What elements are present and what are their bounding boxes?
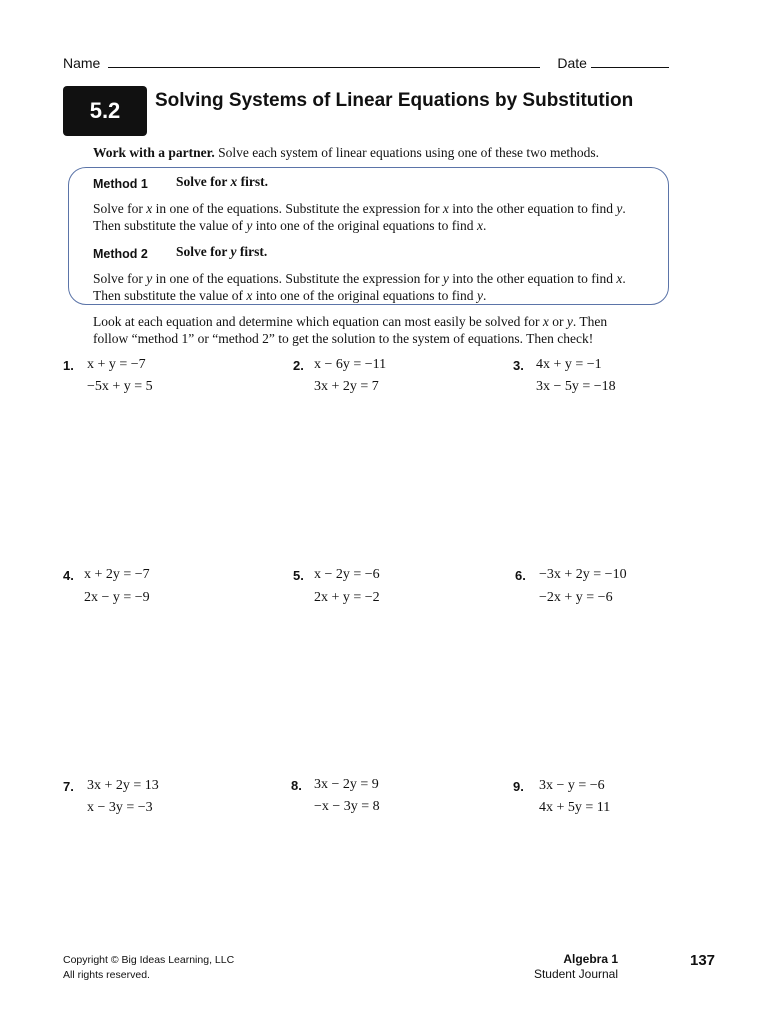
var: y <box>442 271 449 286</box>
text: into one of the original equations to find <box>252 218 477 233</box>
var: x <box>616 271 623 286</box>
journal-label: Student Journal <box>533 967 618 981</box>
equation-1: 3x + 2y = 13 <box>87 778 159 793</box>
date-label: Date <box>557 55 587 71</box>
intro-text <box>93 145 599 161</box>
text: Then substitute the value of <box>93 218 247 233</box>
equation-1: −3x + 2y = −10 <box>539 567 627 582</box>
var: y <box>616 201 623 216</box>
equation-2: 2x − y = −9 <box>84 590 150 605</box>
equation-1: x + y = −7 <box>87 357 146 372</box>
equation-2: −2x + y = −6 <box>539 590 613 605</box>
text: . <box>482 218 487 233</box>
text: Solve for <box>93 201 147 216</box>
instructions-line-1 <box>93 313 607 330</box>
rights-text: All rights reserved. <box>63 969 150 981</box>
equation-2: 4x + 5y = 11 <box>539 800 611 815</box>
problem-number: 4. <box>63 568 74 583</box>
text: . <box>622 201 626 216</box>
problem-number: 6. <box>515 568 526 583</box>
equation-2: 2x + y = −2 <box>314 590 380 605</box>
var: y <box>146 271 153 286</box>
method-2-heading <box>176 244 267 260</box>
footer-copyright <box>63 953 234 983</box>
equation-2: −x − 3y = 8 <box>314 799 380 814</box>
text: or <box>548 314 567 329</box>
var: x <box>542 314 549 329</box>
name-date-line <box>63 55 683 75</box>
equation-2: 3x − 5y = −18 <box>536 379 616 394</box>
equation-1: 3x − 2y = 9 <box>314 777 379 792</box>
text: into the other equation to find <box>448 201 617 216</box>
method-1-label: Method 1 <box>93 177 148 191</box>
heading-text: first. <box>237 174 268 189</box>
text: into the other equation to find <box>448 271 617 286</box>
section-number: 5.2 <box>89 98 121 123</box>
name-field[interactable] <box>108 55 540 68</box>
heading-text: Solve for <box>176 174 231 189</box>
text: . <box>622 271 626 286</box>
text: Then substitute the value of <box>93 288 247 303</box>
name-label: Name <box>63 55 101 71</box>
equation-1: 3x − y = −6 <box>539 778 605 793</box>
text: in one of the equations. Substitute the expression for <box>152 201 443 216</box>
equation-1: x + 2y = −7 <box>84 567 150 582</box>
problem-number: 3. <box>513 358 524 373</box>
var: x <box>442 201 449 216</box>
equation-1: 4x + y = −1 <box>536 357 602 372</box>
var: x <box>146 201 153 216</box>
instructions-line-2: follow “method 1” or “method 2” to get the solution to the system of equations. Then check! <box>93 331 594 346</box>
equation-2: 3x + 2y = 7 <box>314 379 379 394</box>
book-title: Algebra 1 <box>563 952 618 966</box>
method-1-heading <box>176 174 268 190</box>
method-2-header <box>93 245 148 263</box>
method-2-line-2 <box>93 287 486 304</box>
method-1-header <box>93 175 148 193</box>
date-field[interactable] <box>591 55 669 68</box>
page-number: 137 <box>690 952 716 969</box>
intro-bold: Work with a partner. <box>93 145 215 160</box>
method-1-line-2 <box>93 217 486 234</box>
var: y <box>566 314 573 329</box>
method-2-label: Method 2 <box>93 247 148 261</box>
intro-rest: Solve each system of linear equations using one of these two methods. <box>214 145 600 160</box>
text: . Then <box>572 314 608 329</box>
equation-1: x − 2y = −6 <box>314 567 380 582</box>
method-1-line-1 <box>93 200 626 217</box>
copyright-text: Copyright © Big Ideas Learning, LLC <box>63 954 235 966</box>
equation-2: x − 3y = −3 <box>87 800 153 815</box>
instructions <box>93 313 607 347</box>
var: x <box>476 218 483 233</box>
heading-text: first. <box>236 244 268 259</box>
var: y <box>476 288 483 303</box>
text: Solve for <box>93 271 147 286</box>
problem-number: 1. <box>63 358 74 373</box>
text: into one of the original equations to find <box>252 288 477 303</box>
problem-number: 2. <box>293 358 304 373</box>
var: x <box>246 288 253 303</box>
var: y <box>246 218 253 233</box>
problem-number: 7. <box>63 779 74 794</box>
heading-var: y <box>230 244 237 259</box>
footer-book <box>500 952 618 982</box>
page-title: Solving Systems of Linear Equations by Substitution <box>155 90 634 111</box>
heading-text: Solve for <box>176 244 231 259</box>
problem-number: 9. <box>513 779 524 794</box>
problem-number: 5. <box>293 568 304 583</box>
heading-var: x <box>230 174 238 189</box>
text: . <box>482 288 487 303</box>
text: Look at each equation and determine which equation can most easily be solved for <box>93 314 543 329</box>
equation-1: x − 6y = −11 <box>314 357 387 372</box>
problem-number: 8. <box>291 778 302 793</box>
equation-2: −5x + y = 5 <box>87 379 153 394</box>
section-number-badge <box>63 86 147 136</box>
text: in one of the equations. Substitute the expression for <box>152 271 443 286</box>
method-2-line-1 <box>93 270 626 287</box>
